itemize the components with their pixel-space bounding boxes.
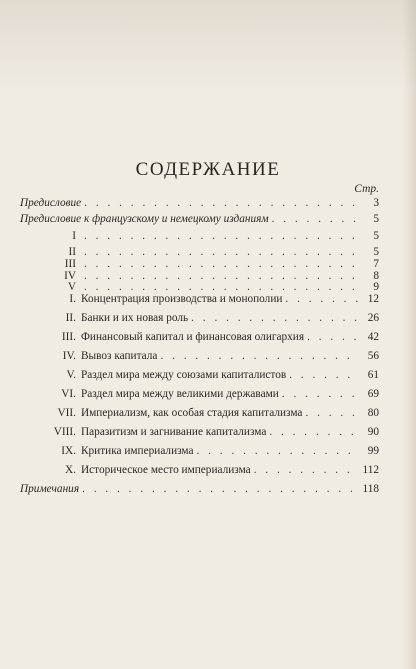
toc-entry: [20, 446, 379, 465]
page-number: 9: [373, 281, 379, 294]
dot-leader: [272, 214, 358, 226]
page-top-shadow: [0, 0, 416, 92]
toc-entry-text: Примечания: [20, 482, 80, 495]
chapter-numeral: X.: [65, 463, 76, 476]
toc-entry: [20, 214, 379, 226]
chapter-numeral: II.: [65, 311, 76, 324]
toc-entry: [20, 484, 379, 503]
dot-leader: [305, 408, 358, 420]
toc-entry-label: [20, 332, 304, 344]
toc-entry: [20, 231, 379, 247]
toc-entry-label: [20, 446, 194, 458]
toc-entry-label: [20, 214, 269, 226]
page-column-label: Стр.: [354, 183, 379, 195]
toc-entry: [20, 370, 379, 389]
toc-entry-text: Предисловие: [20, 197, 82, 209]
dot-leader: [269, 427, 358, 439]
toc-entry-label: [20, 282, 81, 294]
toc-entry: [20, 465, 379, 484]
toc-entry-label: [20, 351, 157, 363]
page-number: 8: [373, 269, 379, 282]
toc-entry: [20, 351, 379, 370]
toc-entry-label: [20, 484, 79, 496]
toc-entry-label: [20, 427, 266, 439]
chapter-numeral: II: [68, 246, 76, 259]
toc-entry-label: [20, 408, 302, 420]
page-number: 90: [367, 425, 379, 438]
dot-leader: [84, 231, 358, 243]
toc-entry-text: Критика империализма: [81, 444, 194, 457]
page-number: 61: [367, 368, 379, 381]
toc-entry-text: Банки и их новая роль: [81, 311, 189, 324]
page-number: 99: [367, 444, 379, 457]
page-title: СОДЕРЖАНИЕ: [135, 159, 281, 180]
dot-leader: [84, 247, 358, 259]
page-number: 80: [367, 406, 379, 419]
page-number: 5: [373, 212, 379, 225]
page-number: 112: [362, 463, 379, 476]
toc-entry-text: Раздел мира между великими державами: [81, 387, 279, 400]
dot-leader: [282, 389, 358, 401]
toc-entry-text: Раздел мира между союзами капиталистов: [81, 368, 287, 381]
table-of-contents: [20, 198, 379, 503]
toc-entry-label: [20, 389, 279, 401]
toc-entry-text: Финансовый капитал и финансовая олигархия: [81, 330, 305, 343]
toc-entry-text: Историческое место империализма: [81, 463, 251, 476]
toc-entry-label: [20, 294, 282, 306]
toc-entry-label: [20, 370, 286, 382]
chapter-numeral: VIII.: [53, 425, 76, 438]
dot-leader: [160, 351, 358, 363]
page-number: 5: [373, 230, 379, 243]
toc-entry-text: Концентрация производства и монополии: [81, 292, 283, 305]
dot-leader: [307, 332, 358, 344]
page-number: 7: [373, 257, 379, 270]
dot-leader: [254, 465, 358, 477]
chapter-numeral: V: [67, 281, 76, 294]
toc-entry: [20, 408, 379, 427]
dot-leader: [84, 271, 358, 283]
chapter-numeral: V.: [66, 368, 76, 381]
chapter-numeral: IV.: [62, 349, 76, 362]
page-number: 42: [367, 330, 379, 343]
toc-entry: [20, 313, 379, 332]
page-number: 26: [367, 311, 379, 324]
toc-entry-text: Империализм, как особая стадия капитализма: [81, 406, 303, 419]
toc-entry: [20, 332, 379, 351]
toc-entry-label: [20, 259, 81, 271]
toc-entry: [20, 427, 379, 446]
dot-leader: [84, 259, 358, 271]
chapter-numeral: IV: [64, 269, 76, 282]
toc-entry-text: Вывоз капитала: [81, 349, 158, 362]
page-number: 69: [367, 387, 379, 400]
page-edge-shadow: [402, 0, 416, 669]
page-number: 3: [373, 197, 379, 209]
toc-entry-text: Предисловие к французскому и немецкому изданиям: [20, 212, 269, 225]
page-number: 56: [367, 349, 379, 362]
toc-entry-label: [20, 313, 188, 325]
toc-entry: [20, 198, 379, 210]
dot-leader: [84, 198, 358, 210]
chapter-numeral: VI.: [61, 387, 76, 400]
page-number: 12: [367, 292, 379, 305]
dot-leader: [82, 484, 358, 496]
toc-entry: [20, 259, 379, 271]
toc-entry: [20, 389, 379, 408]
page-number: 5: [373, 246, 379, 259]
dot-leader: [191, 313, 358, 325]
toc-entry-label: [20, 198, 81, 210]
chapter-numeral: VII.: [57, 406, 76, 419]
chapter-numeral: III.: [61, 330, 76, 343]
page-number: 118: [362, 482, 379, 495]
chapter-numeral: IX.: [61, 444, 76, 457]
chapter-numeral: I: [72, 230, 76, 243]
chapter-numeral: III: [64, 257, 76, 270]
chapter-numeral: I.: [69, 292, 76, 305]
toc-entry-label: [20, 465, 251, 477]
dot-leader: [285, 294, 358, 306]
toc-entry: [20, 294, 379, 313]
dot-leader: [289, 370, 358, 382]
toc-entry-text: Паразитизм и загнивание капитализма: [81, 425, 267, 438]
dot-leader: [197, 446, 359, 458]
toc-entry-label: [20, 231, 81, 243]
